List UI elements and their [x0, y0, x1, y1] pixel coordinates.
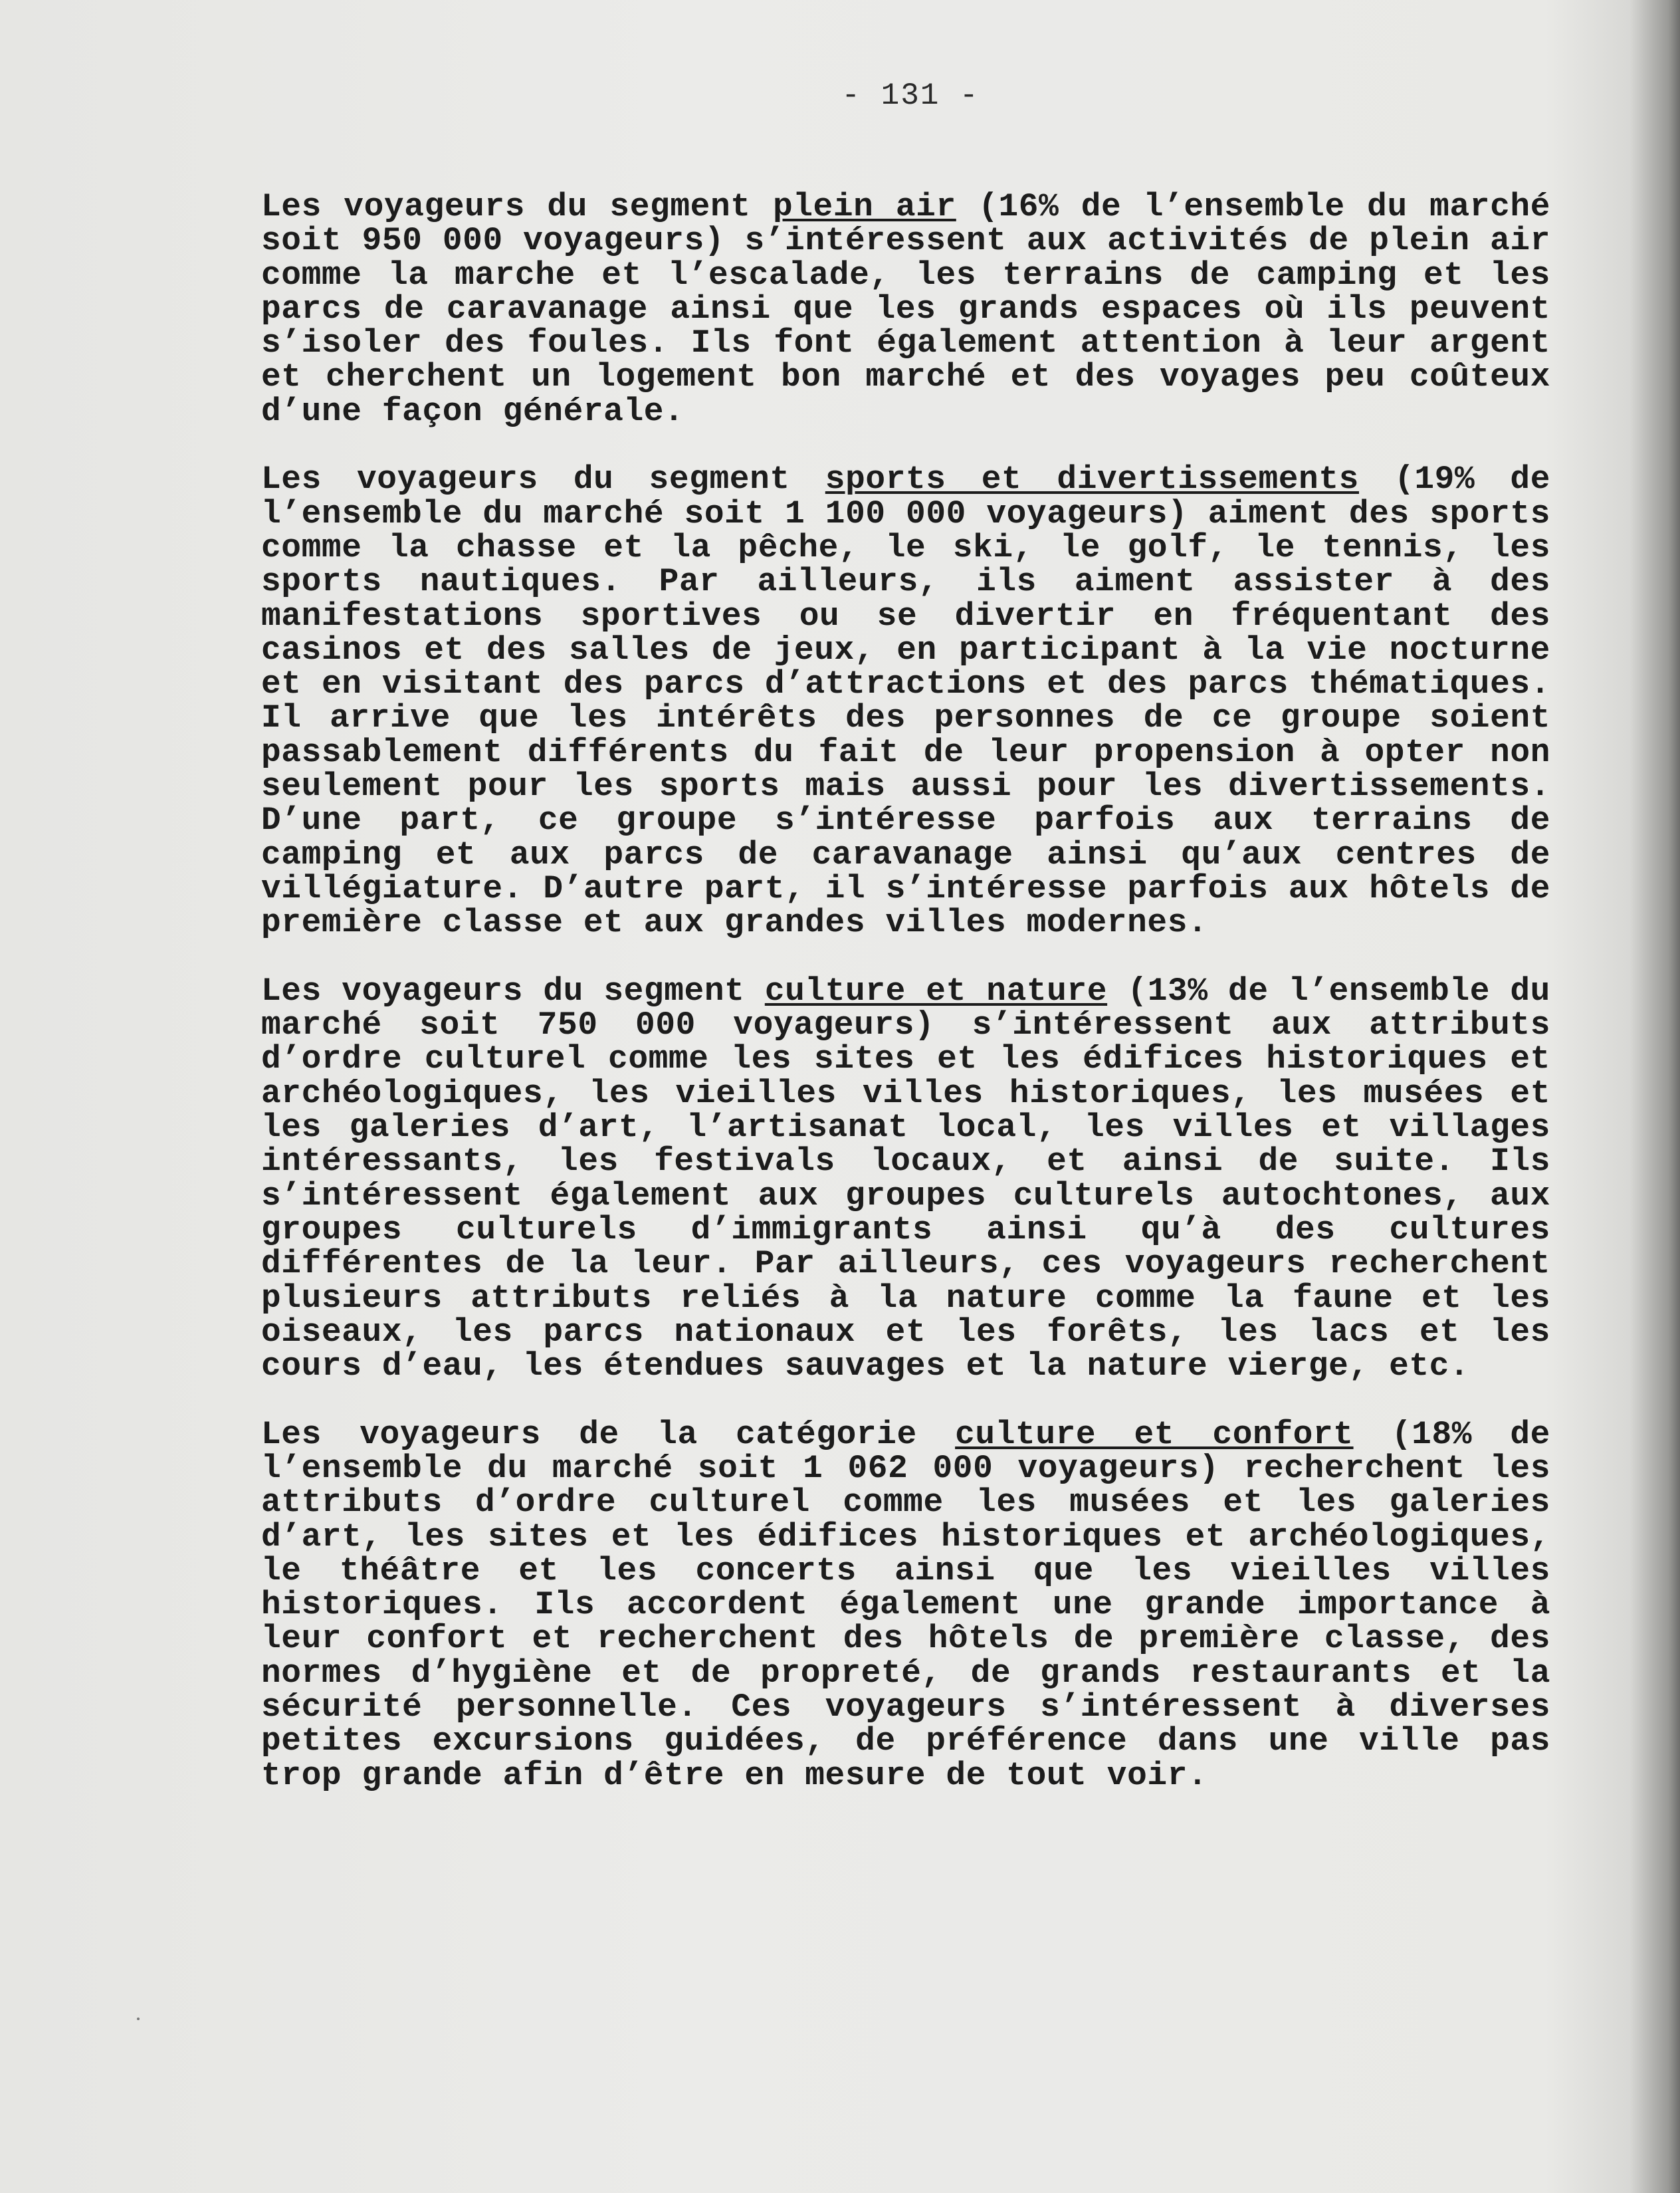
paragraph-sports-divertissements	[261, 463, 1550, 940]
paragraph-text: (18% de l’ensemble du marché soit 1 062 000 voyageurs) recherchent les attributs d’ordre culturel comme les musées et les galeries d’art, les sites et les édifices historiques et archéologiques, le théâtre et les concerts ainsi que les vieilles villes historiques. Ils accordent également une grande importance à leur confort et recherchent des hôtels de première classe, des normes d’hygiène et de propreté, de grands restaurants et la sécurité personnelle. Ces voyageurs s’intéressent à diverses petites excursions guidées, de préférence dans une ville pas trop grande afin d’être en mesure de tout voir.	[261, 1415, 1550, 1794]
paragraph-text: (16% de l’ensemble du marché soit 950 000 voyageurs) s’intéressent aux activités de plein air comme la marche et l’escalade, les terrains de camping et les parcs de caravanage ainsi que les grands espaces où ils peuvent s’isoler des foules. Ils font également attention à leur argent et cherchent un logement bon marché et des voyages peu coûteux d’une façon générale.	[261, 188, 1550, 430]
scan-speck	[137, 2018, 140, 2020]
paragraph-culture-confort	[261, 1415, 1550, 1794]
segment-name-culture-confort: culture et confort	[955, 1415, 1354, 1453]
segment-name-culture-nature: culture et nature	[764, 972, 1108, 1010]
page-number: - 131 -	[841, 78, 980, 113]
paragraph-text: (13% de l’ensemble du marché soit 750 000 voyageurs) s’intéressent aux attributs d’ordre culturel comme les sites et les édifices historiques et archéologiques, les vieilles villes historiques, les musées et les galeries d’art, l’artisanat local, les villes et villages intéressants, les festivals locaux, et ainsi de suite. Ils s’intéressent également aux groupes culturels autochtones, aux groupes culturels d’immigrants ainsi qu’à des cultures différentes de la leur. Par ailleurs, ces voyageurs recherchent plusieurs attributs reliés à la nature comme la faune et les oiseaux, les parcs nationaux et les forêts, les lacs et les cours d’eau, les étendues sauvages et la nature vierge, etc.	[261, 972, 1550, 1385]
paragraph-culture-nature	[261, 972, 1550, 1385]
paragraph-plein-air	[261, 190, 1550, 429]
body-text	[261, 190, 1550, 1827]
paragraph-text: (19% de l’ensemble du marché soit 1 100 000 voyageurs) aiment des sports comme la chasse et la pêche, le ski, le golf, le tennis, les sports nautiques. Par ailleurs, ils aiment assister à des manifestations sportives ou se divertir en fréquentant des casinos et des salles de jeux, en participant à la vie nocturne et en visitant des parcs d’attractions et des parcs thématiques. Il arrive que les intérêts des personnes de ce groupe soient passablement différents du fait de leur propension à opter non seulement pour les sports mais aussi pour les divertissements. D’une part, ce groupe s’intéresse parfois aux terrains de camping et aux parcs de caravanage ainsi qu’aux centres de villégiature. D’autre part, il s’intéresse parfois aux hôtels de première classe et aux grandes villes modernes.	[261, 461, 1550, 942]
segment-name-plein-air: plein air	[772, 188, 956, 225]
paragraph-intro: Les voyageurs de la catégorie	[261, 1415, 956, 1453]
segment-name-sports-divertissements: sports et divertissements	[825, 461, 1359, 499]
paragraph-intro: Les voyageurs du segment	[261, 188, 773, 225]
paragraph-intro: Les voyageurs du segment	[261, 461, 825, 499]
paragraph-intro: Les voyageurs du segment	[261, 972, 765, 1010]
